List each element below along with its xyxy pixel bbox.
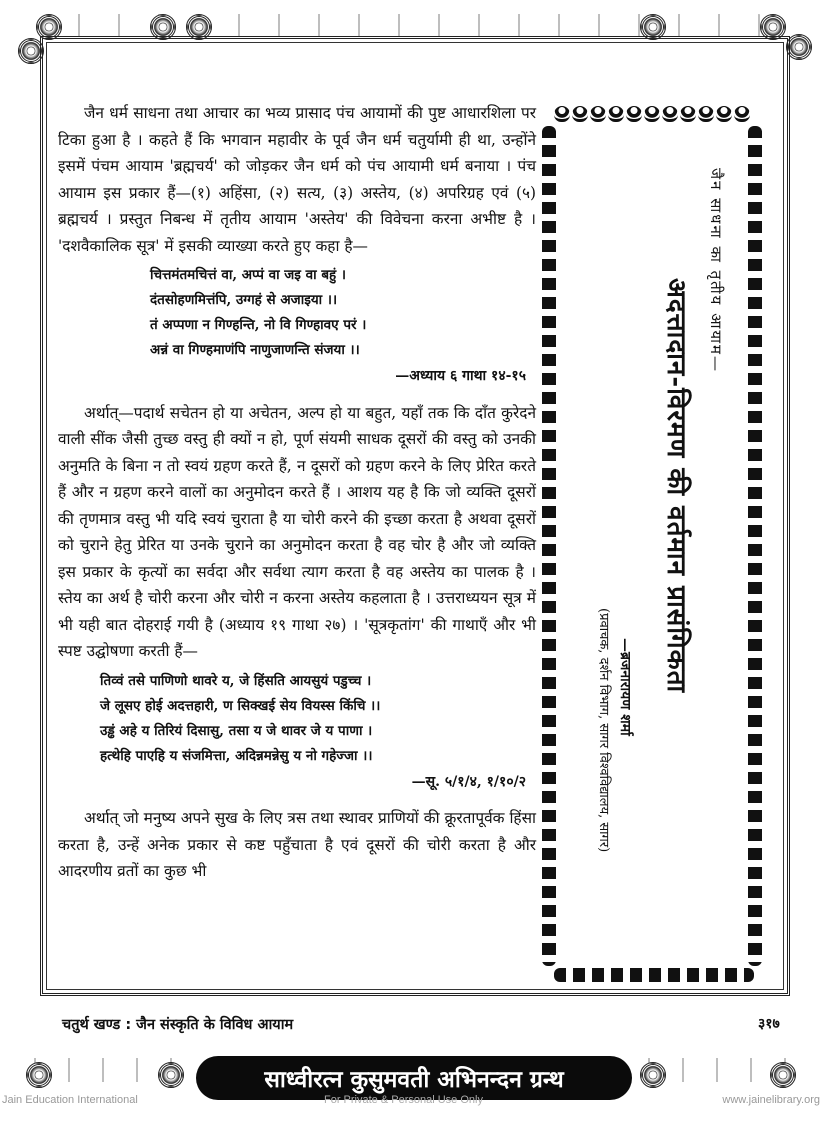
book-title-banner: साध्वीरत्न कुसुमवती अभिनन्दन ग्रन्थ xyxy=(196,1056,632,1100)
lamp-icon xyxy=(554,106,570,122)
lamp-icon xyxy=(680,106,696,122)
rosette-ornament-icon xyxy=(770,1062,796,1088)
verse-line: जे लूसए होई अदत्तहारी, ण सिक्खई सेय वियस्स किंचि ।। xyxy=(100,697,381,714)
article-title-panel xyxy=(548,108,774,968)
article-title: अदत्तादान-विरमण की वर्तमान प्रासंगिकता xyxy=(661,278,691,694)
lamp-icon xyxy=(734,106,750,122)
verse-sutrakritanga xyxy=(100,669,536,769)
watermark-usage: For Private & Personal Use Only xyxy=(324,1094,483,1106)
lamp-border-left xyxy=(542,126,556,966)
closing-paragraph: अर्थात् जो मनुष्य अपने सुख के लिए त्रस तथा स्थावर प्राणियों की क्रूरतापूर्वक हिंसा करता है, उन्हें अनेक प्रकार से कष्ट पहुँचाता है एवं दूसरों की चोरी करता है और आदरणीय व्रतों का कुछ भी xyxy=(58,809,536,880)
verse-line: तिव्वं तसे पाणिणो थावरे य, जे हिंसति आयसुयं पडुच्च । xyxy=(100,672,372,689)
lamp-border-top xyxy=(554,106,750,122)
verse-citation: —अध्याय ६ गाथा १४-१५ xyxy=(395,368,526,384)
lamp-border-bottom xyxy=(554,968,754,982)
verse-dashavaikalika xyxy=(150,263,536,363)
watermark-publisher: Jain Education International xyxy=(2,1094,138,1106)
lamp-icon xyxy=(644,106,660,122)
intro-paragraph: जैन धर्म साधना तथा आचार का भव्य प्रासाद पंच आयामों की पुष्ट आधारशिला पर टिका हुआ है । कहते हैं कि भगवान महावीर के पूर्व जैन धर्म चतुर्यामी ही था, उन्होंने इसमें पंचम आयाम 'ब्रह्मचर्य' को जोड़कर जैन धर्म को पंच आयामी धर्म बनाया । पंच आयाम इस प्रकार हैं—(१) अहिंसा, (२) सत्य, (३) अस्तेय, (४) अपरिग्रह एवं (५) ब्रह्मचर्य । प्रस्तुत निबन्ध में तृतीय आयाम 'अस्तेय' की विवेचना करना अभीष्ट है । 'दशवैकालिक सूत्र' में इसकी व्याख्या करते हुए कहा है— xyxy=(58,104,536,255)
article-author: —ब्रजनारायण शर्मा xyxy=(617,638,633,736)
rosette-ornament-icon xyxy=(158,1062,184,1088)
lamp-icon xyxy=(590,106,606,122)
verse-line: हत्थेहि पाएहि य संजमित्ता, अदिन्नमन्नेसु य नो गहेज्जा ।। xyxy=(100,747,373,764)
verse-line: दंतसोहणमित्तंपि, उग्गहं से अजाइया ।। xyxy=(150,292,338,308)
watermark-url[interactable]: www.jainelibrary.org xyxy=(722,1094,820,1106)
lamp-icon xyxy=(698,106,714,122)
section-label: चतुर्थ खण्ड : जैन संस्कृति के विविध आयाम xyxy=(62,1017,294,1033)
verse-line: चित्तमंतमचित्तं वा, अप्पं वा जइ वा बहुं । xyxy=(150,267,347,283)
verse-line: अन्नं वा गिण्हमाणंपि नाणुजाणन्ति संजया ।। xyxy=(150,342,360,358)
main-text-column xyxy=(58,100,536,885)
lamp-icon xyxy=(626,106,642,122)
lamp-icon xyxy=(662,106,678,122)
verse-line: तं अप्पणा न गिण्हन्ति, नो वि गिण्हावए परं । xyxy=(150,317,367,333)
explanation-paragraph: अर्थात्—पदार्थ सचेतन हो या अचेतन, अल्प हो या बहुत, यहाँ तक कि दाँत कुरेदने वाली सींक जैसी तुच्छ वस्तु ही क्यों न हो, पूर्ण संयमी साधक दूसरों की वस्तु को उनकी अनुमति के बिना न तो स्वयं ग्रहण करते हैं, न दूसरों को ग्रहण करने के लिए प्रेरित करते हैं और न ग्रहण करने वालों का अनुमोदन करते हैं । आशय यह है कि जो व्यक्ति दूसरों की तृणमात्र वस्तु भी यदि स्वयं चुराता है या चोरी करने की इच्छा करता है अथवा दूसरों को चुराने हेतु प्रेरित या उनके चुराने का अनुमोदन करता है वह चोर है और जो व्यक्ति इस प्रकार के कृत्यों का सर्वदा और सर्वथा त्याग करता है वह अस्तेय का पालक है । स्तेय का अर्थ है चोरी करना और चोरी न करना अस्तेय कहलाता है । उत्तराध्ययन सूत्र में भी यही बात दोहराई गयी है (अध्याय १९ गाथा २७) । 'सूत्रकृतांग' की गाथाएँ और भी स्पष्ट उद्घोषणा करती हैं— xyxy=(58,403,536,660)
verse-citation: —सू. ५/१/४, १/१०/२ xyxy=(411,773,526,790)
lamp-icon xyxy=(716,106,732,122)
lamp-icon xyxy=(608,106,624,122)
page-number: ३१७ xyxy=(758,1016,780,1032)
author-affiliation: (प्रवाचक, दर्शन विभाग, सागर विश्वविद्यालय, सागर) xyxy=(596,608,611,853)
lamp-icon xyxy=(572,106,588,122)
lamp-border-right xyxy=(748,126,762,966)
verse-line: उड्ढं अहे य तिरियं दिसासु, तसा य जे थावर जे य पाणा । xyxy=(100,722,373,739)
rosette-ornament-icon xyxy=(640,1062,666,1088)
article-subtitle: जैन साधना का तृतीय आयाम— xyxy=(707,168,725,373)
rosette-ornament-icon xyxy=(26,1062,52,1088)
